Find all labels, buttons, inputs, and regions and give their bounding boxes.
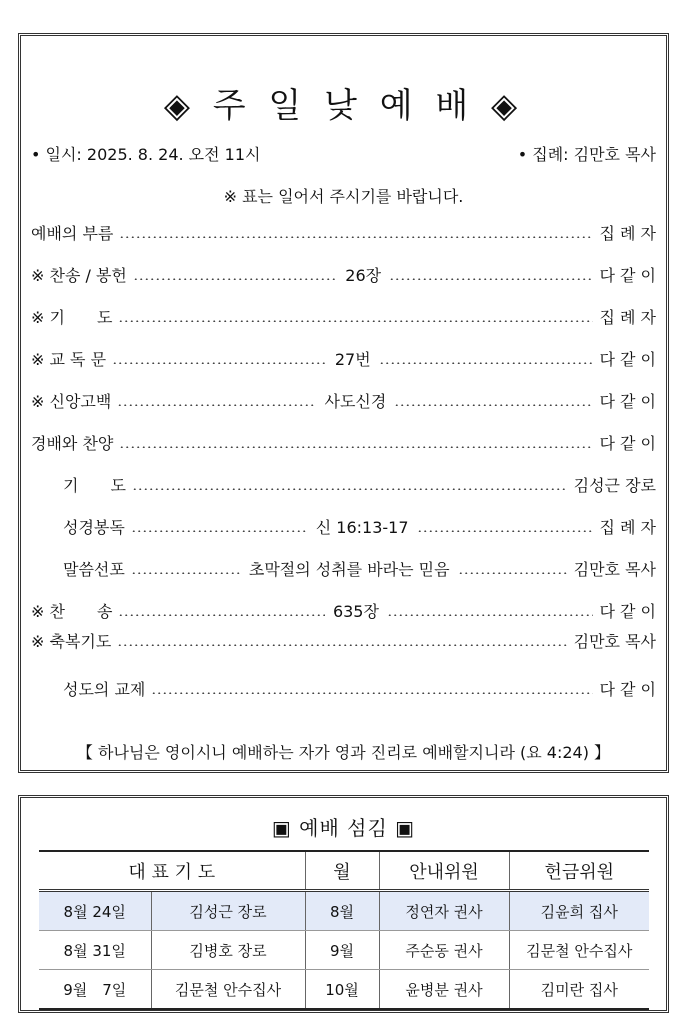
order-item-prayer: ※ 기 도 집 례 자	[31, 307, 656, 327]
service-table	[39, 850, 649, 1010]
table-row	[39, 931, 649, 970]
worship-order-box	[18, 33, 669, 773]
order-item-scripture: 성경봉독 신 16:13-17 집 례 자	[63, 517, 657, 537]
order-item-responsive-reading: ※ 교 독 문 27번 다 같 이	[31, 349, 657, 369]
header-usher: 안내위원	[379, 851, 509, 891]
header-representative-prayer: 대 표 기 도	[39, 851, 305, 891]
worship-date: • 일시: 2025. 8. 24. 오전 11시	[31, 145, 261, 164]
order-item-closing-hymn: ※ 찬 송 635장 다 같 이	[31, 601, 657, 621]
row-usher: 정연자 권사	[379, 891, 509, 931]
table-row	[39, 970, 649, 1010]
service-title: ▣ 예배 섬김 ▣	[271, 816, 416, 840]
row-month: 10월	[305, 970, 379, 1010]
row-usher: 윤병분 권사	[379, 970, 509, 1010]
order-item-creed: ※ 신앙고백 사도신경 다 같 이	[31, 391, 657, 411]
row-offering: 김문철 안수집사	[509, 931, 649, 970]
order-item-hymn-offering: ※ 찬송 / 봉헌 26장 다 같 이	[31, 265, 657, 285]
order-item-call-to-worship: 예배의 부름 집 례 자	[31, 223, 656, 243]
row-date: 8월 31일	[39, 931, 151, 970]
standing-notice: ※ 표는 일어서 주시기를 바랍니다.	[223, 187, 464, 206]
header-month: 월	[305, 851, 379, 891]
table-header-row	[39, 851, 649, 891]
row-usher: 주순동 권사	[379, 931, 509, 970]
row-date: 8월 24일	[39, 891, 151, 931]
service-schedule-box	[18, 795, 669, 1013]
row-prayer: 김병호 장로	[151, 931, 305, 970]
header-offering: 헌금위원	[509, 851, 649, 891]
row-month: 8월	[305, 891, 379, 931]
worship-title: ◈ 주 일 낮 예 배 ◈	[163, 86, 524, 126]
scripture-verse: 【 하나님은 영이시니 예배하는 자가 영과 진리로 예배할지니라 (요 4:24) 】	[76, 743, 611, 762]
order-item-praise: 경배와 찬양 다 같 이	[31, 433, 656, 453]
row-prayer: 김성근 장로	[151, 891, 305, 931]
row-month: 9월	[305, 931, 379, 970]
row-date: 9월 7일	[39, 970, 151, 1010]
worship-leader: • 집례: 김만호 목사	[517, 145, 656, 164]
order-item-sermon: 말씀선포 초막절의 성취를 바라는 믿음 김만호 목사	[63, 559, 656, 579]
table-row	[39, 891, 649, 931]
row-offering: 김윤희 집사	[509, 891, 649, 931]
order-item-fellowship: 성도의 교제 다 같 이	[63, 679, 656, 699]
worship-info-row	[31, 142, 656, 165]
row-prayer: 김문철 안수집사	[151, 970, 305, 1010]
order-item-representative-prayer: 기 도 김성근 장로	[63, 475, 656, 495]
row-offering: 김미란 집사	[509, 970, 649, 1010]
order-item-benediction: ※ 축복기도 김만호 목사	[31, 631, 656, 651]
